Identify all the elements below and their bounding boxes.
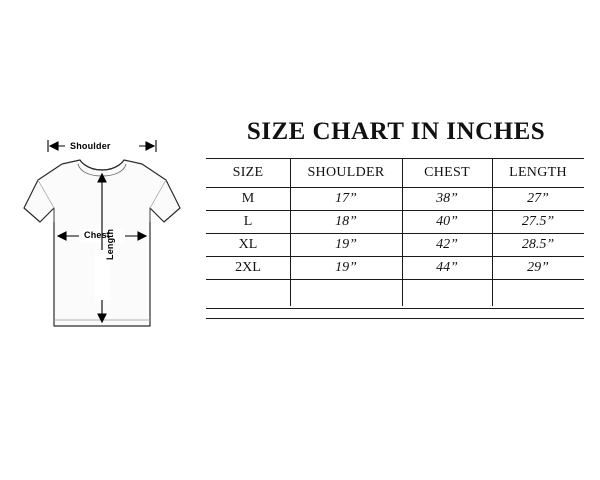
table-row [206, 211, 584, 234]
column-header-size: SIZE [206, 159, 290, 188]
cell-size: XL [206, 234, 290, 257]
cell-chest: 42” [402, 234, 492, 257]
cell-size: L [206, 211, 290, 234]
column-header-chest: CHEST [402, 159, 492, 188]
chest-dimension-label: Chest [84, 230, 111, 240]
cell-shoulder: 19” [290, 257, 402, 280]
size-chart-table [206, 158, 584, 280]
table-bottom-rule [206, 308, 584, 309]
shoulder-dimension-label: Shoulder [70, 141, 111, 151]
cell-length: 28.5” [492, 234, 584, 257]
cell-shoulder: 17” [290, 188, 402, 211]
cell-size: M [206, 188, 290, 211]
cell-shoulder: 18” [290, 211, 402, 234]
cell-length: 27.5” [492, 211, 584, 234]
cell-chest: 38” [402, 188, 492, 211]
table-row [206, 188, 584, 211]
page-title: SIZE CHART IN INCHES [246, 118, 546, 145]
column-header-length: LENGTH [492, 159, 584, 188]
cell-shoulder: 19” [290, 234, 402, 257]
column-header-shoulder: SHOULDER [290, 159, 402, 188]
cell-length: 29” [492, 257, 584, 280]
table [206, 158, 584, 280]
cell-size: 2XL [206, 257, 290, 280]
table-header-row [206, 159, 584, 188]
tshirt-illustration [18, 130, 203, 350]
length-dimension-label: Length [105, 228, 115, 260]
table-row [206, 234, 584, 257]
cell-chest: 40” [402, 211, 492, 234]
cell-length: 27” [492, 188, 584, 211]
table-bottom-rule [206, 318, 584, 319]
table-row [206, 257, 584, 280]
cell-chest: 44” [402, 257, 492, 280]
